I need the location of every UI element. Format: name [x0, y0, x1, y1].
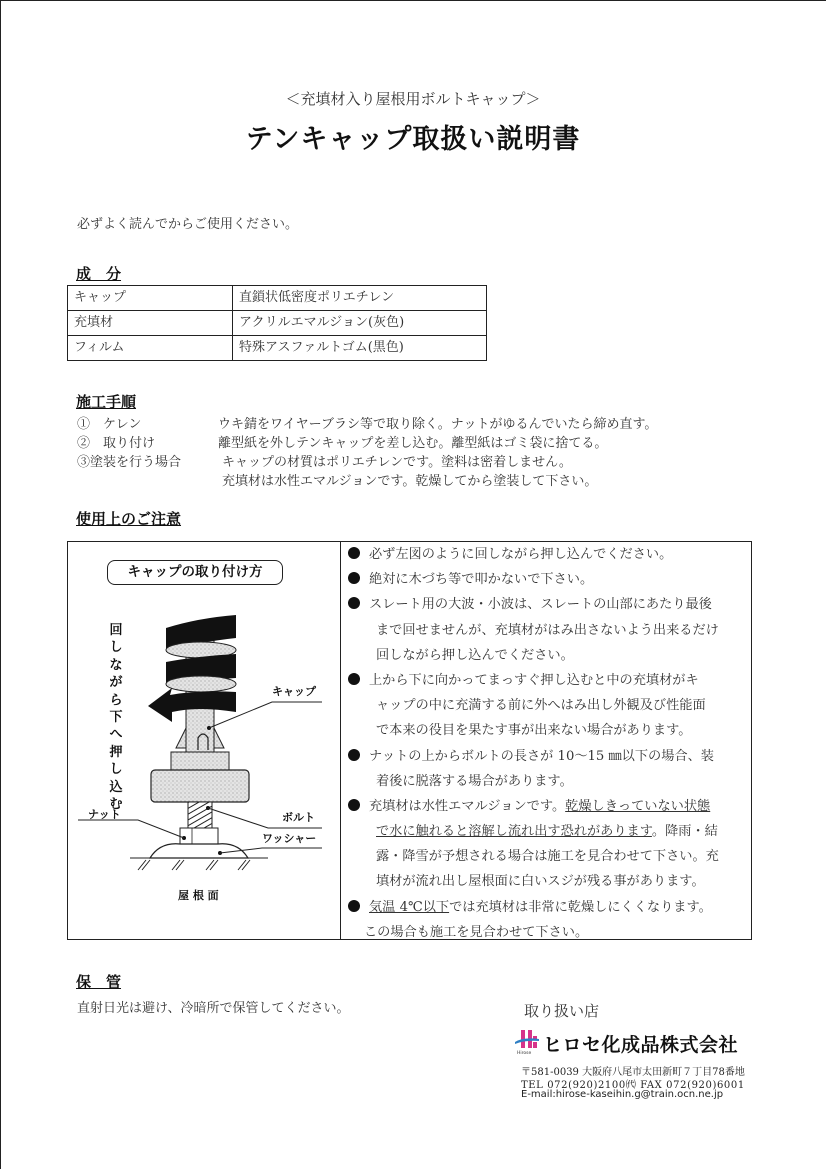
note-continuation: で本来の役目を果たす事が出来ない場合があります。: [376, 723, 692, 739]
note-item: [348, 567, 748, 592]
vertical-char: 押: [109, 744, 123, 760]
cautions-divider: [340, 541, 341, 940]
step-text: 充填材は水性エマルジョンです。乾燥してから塗装して下さい。: [222, 474, 598, 489]
cautions-heading: 使用上のご注意: [76, 510, 182, 528]
table-row: [68, 336, 487, 361]
vertical-char: な: [109, 657, 123, 673]
note-text: 必ず左図のように回しながら押し込んでください。: [369, 547, 673, 562]
note-item: [348, 542, 748, 567]
caution-notes: [348, 542, 748, 945]
note-item: [348, 794, 748, 819]
procedure-heading: 施工手順: [76, 393, 137, 411]
note-item: [348, 895, 748, 920]
part-cell: 充填材: [68, 311, 233, 336]
step-label: ③塗装を行う場合: [77, 455, 182, 470]
label-nut: ナット: [88, 808, 121, 821]
table-row: [68, 286, 487, 311]
note-text: 絶対に木づち等で叩かないで下さい。: [369, 572, 594, 588]
step-label: ② 取り付け: [77, 436, 156, 451]
roof-surface: [130, 858, 268, 870]
vertical-char: 込: [109, 779, 123, 795]
note-continuation: この場合も施工を見合わせて下さい。: [364, 924, 589, 940]
label-bolt: ボルト: [282, 811, 315, 824]
material-cell: 直鎖状低密度ポリエチレン: [233, 286, 487, 311]
product-subtitle: ＜充填材入り屋根用ボルトキャップ＞: [285, 90, 541, 108]
note-text-underlined: 気温 4℃以下: [369, 899, 450, 915]
bullet-icon: [348, 749, 360, 761]
vertical-char: ら: [109, 692, 123, 708]
note-continuation: 着後に脱落する場合があります。: [376, 773, 573, 789]
note-item: [348, 744, 748, 769]
step-text: キャップの材質はポリエチレンです。塗料は密着しません。: [222, 455, 572, 470]
note-continuation: ャップの中に充満する前に外へはみ出し外観及び性能面: [376, 698, 706, 714]
note-item: [348, 592, 748, 617]
note-continuation: 露・降雪が予想される場合は施工を見合わせて下さい。充: [376, 849, 719, 865]
bullet-icon: [348, 673, 360, 685]
bullet-icon: [348, 799, 360, 811]
composition-table: [67, 285, 487, 361]
note-text: 充填材は水性エマルジョンです。: [369, 798, 566, 814]
part-cell: キャップ: [68, 286, 233, 311]
company-tel-fax: TEL 072(920)2100㈹ FAX 072(920)6001: [521, 1080, 745, 1091]
company-address: 〒581-0039 大阪府八尾市太田新町７丁目78番地: [521, 1067, 745, 1078]
note-text: スレート用の大波・小波は、スレートの山部にあたり最後: [369, 597, 712, 613]
material-cell: 特殊アスファルトゴム(黒色): [233, 336, 487, 361]
composition-heading: 成 分: [76, 265, 122, 283]
storage-heading: 保 管: [76, 973, 122, 991]
bullet-icon: [348, 597, 360, 609]
vertical-char: し: [109, 640, 123, 656]
company-name: ヒロセ化成品株式会社: [543, 1034, 739, 1056]
vertical-char: へ: [109, 727, 123, 743]
note-text: 上から下に向かってまっすぐ押し込むと中の充填材がキ: [369, 672, 699, 688]
step-text: ウキ錆をワイヤーブラシ等で取り除く。ナットがゆるんでいたら締め直す。: [218, 417, 658, 432]
note-text-underlined: 乾燥しきっていない状態: [565, 798, 711, 814]
washer-shape: [150, 844, 248, 858]
shop-label: 取り扱い店: [524, 1002, 600, 1020]
vertical-char: 下: [109, 710, 123, 726]
page-title: テンキャップ取扱い説明書: [245, 124, 581, 155]
part-cell: フィルム: [68, 336, 233, 361]
label-washer: ワッシャー: [262, 832, 317, 845]
bullet-icon: [348, 900, 360, 912]
storage-text: 直射日光は避け、冷暗所で保管してください。: [77, 1001, 350, 1016]
vertical-char: し: [109, 762, 123, 778]
note-continuation: 填材が流れ出し屋根面に白いスジが残る事があります。: [376, 874, 705, 890]
rotation-spiral: [148, 615, 236, 722]
cap-base: [151, 752, 249, 802]
company-logo-icon: [513, 1028, 543, 1056]
company-email: E-mail:hirose-kaseihin.g@train.ocn.ne.jp: [521, 1089, 724, 1100]
note-text: では充填材は非常に乾燥しにくくなります。: [449, 899, 712, 915]
page-border-top: [0, 0, 826, 1]
material-cell: アクリルエマルジョン(灰色): [233, 311, 487, 336]
note-continuation: まで回せませんが、充填材がはみ出さないよう出来るだけ: [376, 622, 719, 638]
note-text: 。降雨・結: [651, 824, 718, 840]
logo-text: Hirose: [517, 1051, 532, 1056]
nut-shape: [180, 828, 218, 844]
note-continuation: [348, 819, 748, 844]
diagram-title: キャップの取り付け方: [107, 560, 283, 585]
note-text: ナットの上からボルトの長さが 10～15 ㎜以下の場合、装: [369, 748, 714, 764]
vertical-char: が: [109, 675, 123, 691]
intro-text: 必ずよく読んでからご使用ください。: [77, 217, 299, 232]
vertical-char: 回: [109, 623, 123, 638]
label-roof: 屋 根 面: [178, 889, 219, 902]
step-label: ① ケレン: [77, 417, 142, 432]
vertical-char: む: [109, 797, 123, 813]
label-cap: キャップ: [272, 685, 316, 698]
note-continuation: 回しながら押し込んでください。: [376, 647, 574, 663]
note-text-underlined: で水に触れると溶解し流れ出す恐れがあります: [376, 824, 652, 840]
note-item: [348, 668, 748, 693]
bullet-icon: [348, 547, 360, 559]
bullet-icon: [348, 572, 360, 584]
step-text: 離型紙を外しテンキャップを差し込む。離型紙はゴミ袋に捨てる。: [218, 436, 608, 451]
page-border-left: [0, 0, 1, 1169]
table-row: [68, 311, 487, 336]
